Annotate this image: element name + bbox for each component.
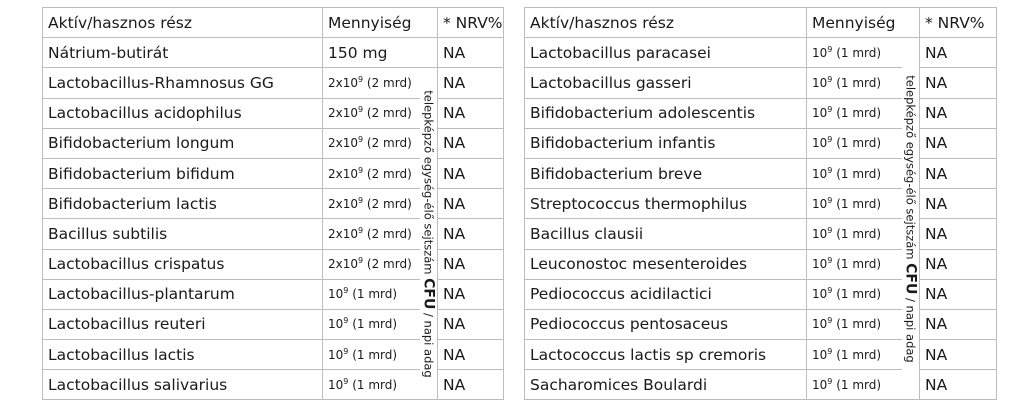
header-active-ingredient: Aktív/hasznos rész xyxy=(43,8,323,38)
ingredient-name: Lactobacillus gasseri xyxy=(525,68,807,98)
ingredient-quantity: $2x10^9$ (2 mrd) xyxy=(323,249,420,279)
table-row xyxy=(525,340,997,370)
cfu-unit-cell xyxy=(420,68,438,400)
ingredient-quantity: $10^9$ (1 mrd) xyxy=(807,98,902,128)
table-row xyxy=(43,38,504,68)
ingredient-nrv: NA xyxy=(438,219,504,249)
ingredient-name: Lactobacillus acidophilus xyxy=(43,98,323,128)
unit-prefix: telepképző egység-élő sejtszám xyxy=(421,90,436,279)
ingredient-quantity: $10^9$ (1 mrd) xyxy=(807,158,902,188)
ingredient-name: Pediococcus pentosaceus xyxy=(525,309,807,339)
header-quantity: Mennyiség xyxy=(807,8,920,38)
ingredient-quantity: $10^9$ (1 mrd) xyxy=(807,38,902,68)
ingredient-quantity: $2x10^9$ (2 mrd) xyxy=(323,219,420,249)
ingredients-table-right xyxy=(524,7,997,400)
ingredient-nrv: NA xyxy=(920,189,997,219)
ingredient-name: Streptococcus thermophilus xyxy=(525,189,807,219)
ingredient-nrv: NA xyxy=(920,340,997,370)
header-nrv: * NRV% xyxy=(920,8,997,38)
ingredient-quantity: $2x10^9$ (2 mrd) xyxy=(323,98,420,128)
ingredient-name: Lactobacillus salivarius xyxy=(43,370,323,400)
table-row xyxy=(525,309,997,339)
ingredient-nrv: NA xyxy=(438,38,504,68)
ingredient-nrv: NA xyxy=(438,68,504,98)
ingredient-name: Bifidobacterium bifidum xyxy=(43,158,323,188)
ingredient-nrv: NA xyxy=(920,370,997,400)
cfu-unit-label xyxy=(904,75,917,362)
table-row xyxy=(525,68,997,98)
table-row xyxy=(43,68,504,98)
ingredient-nrv: NA xyxy=(920,279,997,309)
table-row xyxy=(525,370,997,400)
ingredient-name: Bifidobacterium breve xyxy=(525,158,807,188)
ingredient-name: Lactobacillus paracasei xyxy=(525,38,807,68)
ingredient-quantity: $10^9$ (1 mrd) xyxy=(323,279,420,309)
ingredient-name: Sacharomices Boulardi xyxy=(525,370,807,400)
ingredient-quantity: $10^9$ (1 mrd) xyxy=(807,249,902,279)
ingredient-name: Bacillus clausii xyxy=(525,219,807,249)
ingredient-name: Bifidobacterium longum xyxy=(43,128,323,158)
ingredient-nrv: NA xyxy=(438,340,504,370)
ingredient-quantity: $10^9$ (1 mrd) xyxy=(807,309,902,339)
ingredient-nrv: NA xyxy=(920,158,997,188)
ingredient-quantity: $10^9$ (1 mrd) xyxy=(807,219,902,249)
header-active-ingredient: Aktív/hasznos rész xyxy=(525,8,807,38)
ingredient-quantity: $2x10^9$ (2 mrd) xyxy=(323,68,420,98)
cfu-unit-label xyxy=(422,90,435,377)
ingredient-nrv: NA xyxy=(920,219,997,249)
ingredient-quantity: 150 mg xyxy=(323,38,438,68)
ingredient-nrv: NA xyxy=(438,128,504,158)
ingredient-name: Lactococcus lactis sp cremoris xyxy=(525,340,807,370)
table-row xyxy=(525,279,997,309)
ingredient-quantity: $10^9$ (1 mrd) xyxy=(807,68,902,98)
ingredient-nrv: NA xyxy=(920,249,997,279)
ingredient-name: Lactobacillus reuteri xyxy=(43,309,323,339)
unit-suffix: / napi adag xyxy=(421,309,436,378)
ingredient-name: Lactobacillus-plantarum xyxy=(43,279,323,309)
unit-cfu: CFU xyxy=(420,278,437,310)
ingredient-quantity: $10^9$ (1 mrd) xyxy=(323,370,420,400)
ingredient-quantity: $10^9$ (1 mrd) xyxy=(807,370,902,400)
ingredient-nrv: NA xyxy=(438,249,504,279)
ingredient-nrv: NA xyxy=(438,158,504,188)
ingredient-name: Pediococcus acidilactici xyxy=(525,279,807,309)
unit-prefix: telepképző egység-élő sejtszám xyxy=(903,75,918,263)
ingredient-quantity: $10^9$ (1 mrd) xyxy=(807,279,902,309)
ingredient-name: Lactobacillus crispatus xyxy=(43,249,323,279)
table-header-row xyxy=(525,8,997,38)
ingredient-name: Bifidobacterium adolescentis xyxy=(525,98,807,128)
cfu-unit-cell xyxy=(902,38,920,400)
ingredient-name: Nátrium-butirát xyxy=(43,38,323,68)
ingredient-quantity: $2x10^9$ (2 mrd) xyxy=(323,158,420,188)
ingredient-nrv: NA xyxy=(438,370,504,400)
ingredient-nrv: NA xyxy=(920,68,997,98)
table-row xyxy=(525,189,997,219)
ingredient-name: Bifidobacterium infantis xyxy=(525,128,807,158)
table-row xyxy=(525,219,997,249)
ingredient-nrv: NA xyxy=(438,189,504,219)
ingredient-quantity: $10^9$ (1 mrd) xyxy=(807,340,902,370)
ingredient-name: Bifidobacterium lactis xyxy=(43,189,323,219)
ingredient-nrv: NA xyxy=(438,279,504,309)
header-nrv: * NRV% xyxy=(438,8,504,38)
ingredient-quantity: $10^9$ (1 mrd) xyxy=(323,340,420,370)
ingredient-nrv: NA xyxy=(920,128,997,158)
table-row xyxy=(525,98,997,128)
ingredients-table-left xyxy=(42,7,504,400)
ingredient-quantity: $10^9$ (1 mrd) xyxy=(807,128,902,158)
ingredient-name: Bacillus subtilis xyxy=(43,219,323,249)
ingredient-quantity: $2x10^9$ (2 mrd) xyxy=(323,189,420,219)
ingredient-nrv: NA xyxy=(920,98,997,128)
table-row xyxy=(525,158,997,188)
header-quantity: Mennyiség xyxy=(323,8,438,38)
ingredient-nrv: NA xyxy=(438,309,504,339)
table-row xyxy=(525,249,997,279)
ingredient-name: Lactobacillus-Rhamnosus GG xyxy=(43,68,323,98)
ingredient-nrv: NA xyxy=(438,98,504,128)
unit-suffix: / napi adag xyxy=(903,294,918,363)
ingredient-name: Lactobacillus lactis xyxy=(43,340,323,370)
ingredient-name: Leuconostoc mesenteroides xyxy=(525,249,807,279)
ingredient-nrv: NA xyxy=(920,309,997,339)
unit-cfu: CFU xyxy=(902,262,919,295)
table-row xyxy=(525,38,997,68)
ingredient-quantity: $10^9$ (1 mrd) xyxy=(323,309,420,339)
ingredient-nrv: NA xyxy=(920,38,997,68)
ingredient-quantity: $10^9$ (1 mrd) xyxy=(807,189,902,219)
ingredient-quantity: $2x10^9$ (2 mrd) xyxy=(323,128,420,158)
table-header-row xyxy=(43,8,504,38)
table-row xyxy=(525,128,997,158)
